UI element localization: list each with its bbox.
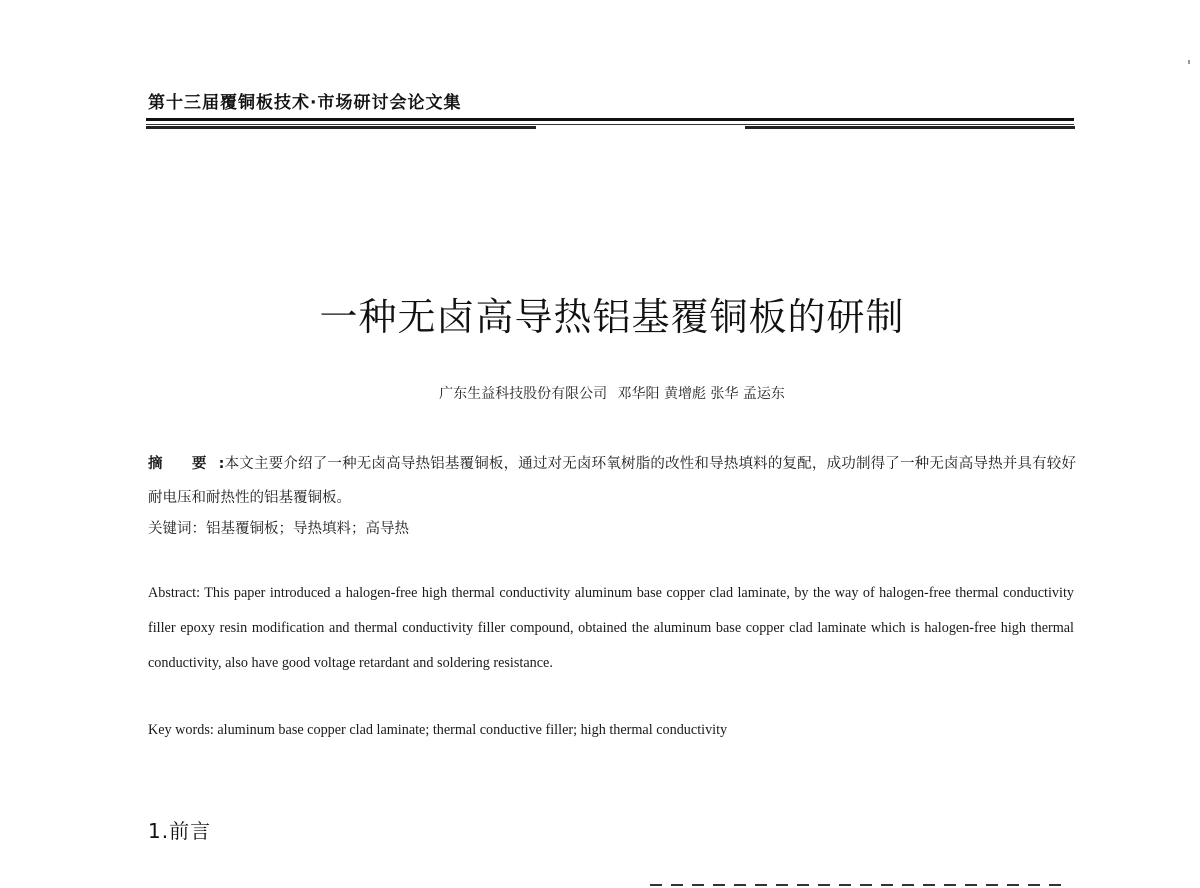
scan-artifact (1188, 60, 1190, 64)
cutoff-body-text (650, 878, 1080, 888)
keywords-english: Key words: aluminum base copper clad laminate; thermal conductive filler; high thermal conductivity (148, 722, 728, 738)
header-rule-dashed-right (745, 126, 1075, 129)
abstract-english: Abstract: This paper introduced a halogen-free high thermal conductivity aluminum base copper clad laminate, by the way of halogen-free thermal conductivity filler epoxy resin modification and thermal conductivity filler compound, obtained the aluminum base copper clad laminate which is halogen-free high thermal conductivity, also have good voltage retardant and soldering resistance. (148, 585, 1074, 672)
section-heading: 1.前言 (148, 819, 212, 843)
header-rule-dashed-left (146, 126, 536, 129)
paper-title: 一种无卤高导热铝基覆铜板的研制 (319, 295, 905, 339)
author-names: 邓华阳 黄增彪 张华 孟运东 (617, 386, 785, 402)
header-rule-thick (146, 118, 1074, 121)
abstract-label: 摘 要 (148, 456, 219, 472)
abstract-chinese-text: 本文主要介绍了一种无卤高导热铝基覆铜板，通过对无卤环氧树脂的改性和导热填料的复配，成功制得了一种无卤高导热并具有较好耐电压和耐热性的铝基覆铜板。 (148, 456, 1076, 506)
abstract-chinese (148, 447, 1076, 515)
header-rule-thin (146, 124, 1074, 125)
author-line (0, 383, 1200, 403)
keywords-chinese: 关键词：铝基覆铜板；导热填料；高导热 (148, 521, 409, 537)
affiliation: 广东生益科技股份有限公司 (439, 386, 608, 402)
abstract-label-colon: : (218, 456, 225, 472)
running-header: 第十三届覆铜板技术·市场研讨会论文集 (148, 93, 462, 113)
